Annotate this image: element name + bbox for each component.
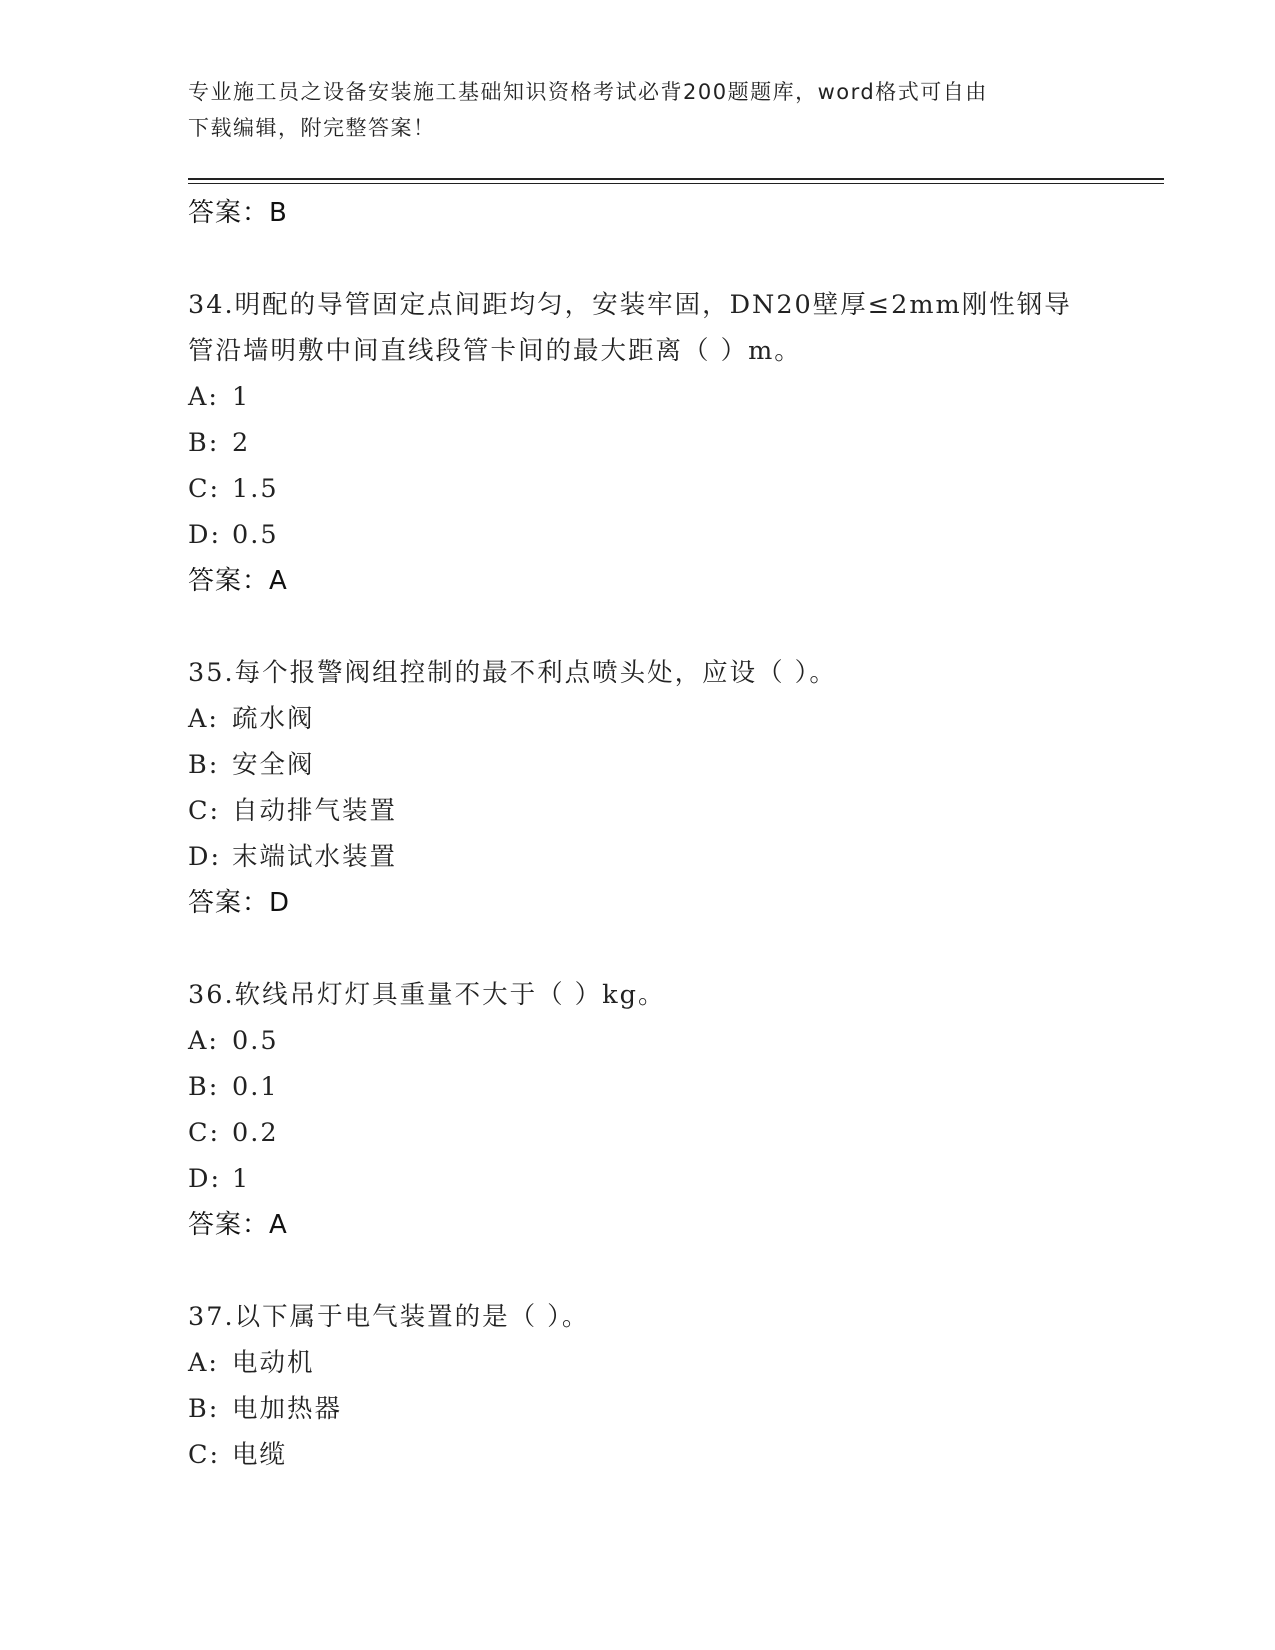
question-number: 37. — [188, 1302, 235, 1332]
option-key: A: — [188, 1026, 220, 1056]
answer-label: 答案： — [188, 1210, 270, 1240]
option-key: D: — [188, 520, 222, 550]
option-text: 疏水阀 — [232, 704, 315, 734]
option-a — [188, 374, 1088, 420]
spacer — [188, 926, 1088, 972]
question-text — [188, 972, 1088, 1018]
question-34 — [188, 282, 1088, 604]
header-rule-thick — [188, 178, 1164, 180]
question-line-1: 软线吊灯灯具重量不大于（ ）kg。 — [234, 980, 666, 1010]
option-d — [188, 512, 1088, 558]
answer — [188, 880, 1088, 926]
option-text: 0.5 — [232, 520, 279, 550]
question-text — [188, 1294, 1088, 1340]
question-37 — [188, 1294, 1088, 1478]
answer-value: A — [269, 1210, 288, 1240]
option-b — [188, 1386, 1088, 1432]
question-35 — [188, 650, 1088, 926]
option-text: 1.5 — [232, 474, 279, 504]
option-key: C: — [188, 474, 221, 504]
option-key: D: — [188, 1164, 222, 1194]
option-text: 自动排气装置 — [232, 796, 398, 826]
option-b — [188, 420, 1088, 466]
header-rule-thin — [188, 183, 1164, 184]
spacer — [188, 236, 1088, 282]
option-d — [188, 834, 1088, 880]
spacer — [188, 604, 1088, 650]
question-line-1: 以下属于电气装置的是（ ）。 — [234, 1302, 590, 1332]
question-text — [188, 650, 1088, 696]
answer — [188, 558, 1088, 604]
option-text: 电动机 — [232, 1348, 315, 1378]
document-header — [188, 74, 1088, 146]
question-36 — [188, 972, 1088, 1248]
option-text: 0.5 — [232, 1026, 279, 1056]
question-number: 34. — [188, 290, 235, 320]
option-text: 0.1 — [232, 1072, 279, 1102]
option-c — [188, 788, 1088, 834]
question-text — [188, 282, 1088, 328]
option-b — [188, 1064, 1088, 1110]
header-line-2: 下载编辑，附完整答案！ — [188, 116, 436, 140]
option-a — [188, 1340, 1088, 1386]
option-text: 末端试水装置 — [232, 842, 398, 872]
option-c — [188, 466, 1088, 512]
answer-value: B — [269, 198, 288, 228]
option-key: C: — [188, 1440, 221, 1470]
option-text: 1 — [232, 1164, 251, 1194]
answer-label: 答案： — [188, 566, 270, 596]
answer-value: A — [269, 566, 288, 596]
option-text: 电加热器 — [232, 1394, 343, 1424]
option-text: 电缆 — [232, 1440, 288, 1470]
option-key: A: — [188, 1348, 220, 1378]
option-a — [188, 1018, 1088, 1064]
option-key: D: — [188, 842, 222, 872]
header-line-1: 专业施工员之设备安装施工基础知识资格考试必背200题题库，word格式可自由 — [188, 80, 988, 104]
question-number: 35. — [188, 658, 235, 688]
option-key: B: — [188, 1394, 220, 1424]
option-text: 0.2 — [232, 1118, 279, 1148]
option-text: 安全阀 — [232, 750, 315, 780]
question-line-2: 管沿墙明敷中间直线段管卡间的最大距离（ ）m。 — [188, 336, 802, 366]
question-number: 36. — [188, 980, 235, 1010]
option-key: C: — [188, 1118, 221, 1148]
option-b — [188, 742, 1088, 788]
answer-label: 答案： — [188, 198, 270, 228]
option-key: C: — [188, 796, 221, 826]
option-a — [188, 696, 1088, 742]
spacer — [188, 1248, 1088, 1294]
option-key: B: — [188, 428, 220, 458]
option-key: A: — [188, 382, 220, 412]
question-line-1: 每个报警阀组控制的最不利点喷头处，应设（ ）。 — [234, 658, 837, 688]
option-text: 1 — [232, 382, 251, 412]
option-key: B: — [188, 750, 220, 780]
answer-value: D — [269, 888, 291, 918]
option-c — [188, 1432, 1088, 1478]
option-text: 2 — [232, 428, 251, 458]
question-list — [188, 190, 1088, 1478]
option-key: A: — [188, 704, 220, 734]
question-line-1: 明配的导管固定点间距均匀，安装牢固，DN20壁厚≤2mm刚性钢导 — [234, 290, 1072, 320]
option-key: B: — [188, 1072, 220, 1102]
option-c — [188, 1110, 1088, 1156]
answer — [188, 1202, 1088, 1248]
option-d — [188, 1156, 1088, 1202]
answer-label: 答案： — [188, 888, 270, 918]
prev-answer — [188, 190, 1088, 236]
